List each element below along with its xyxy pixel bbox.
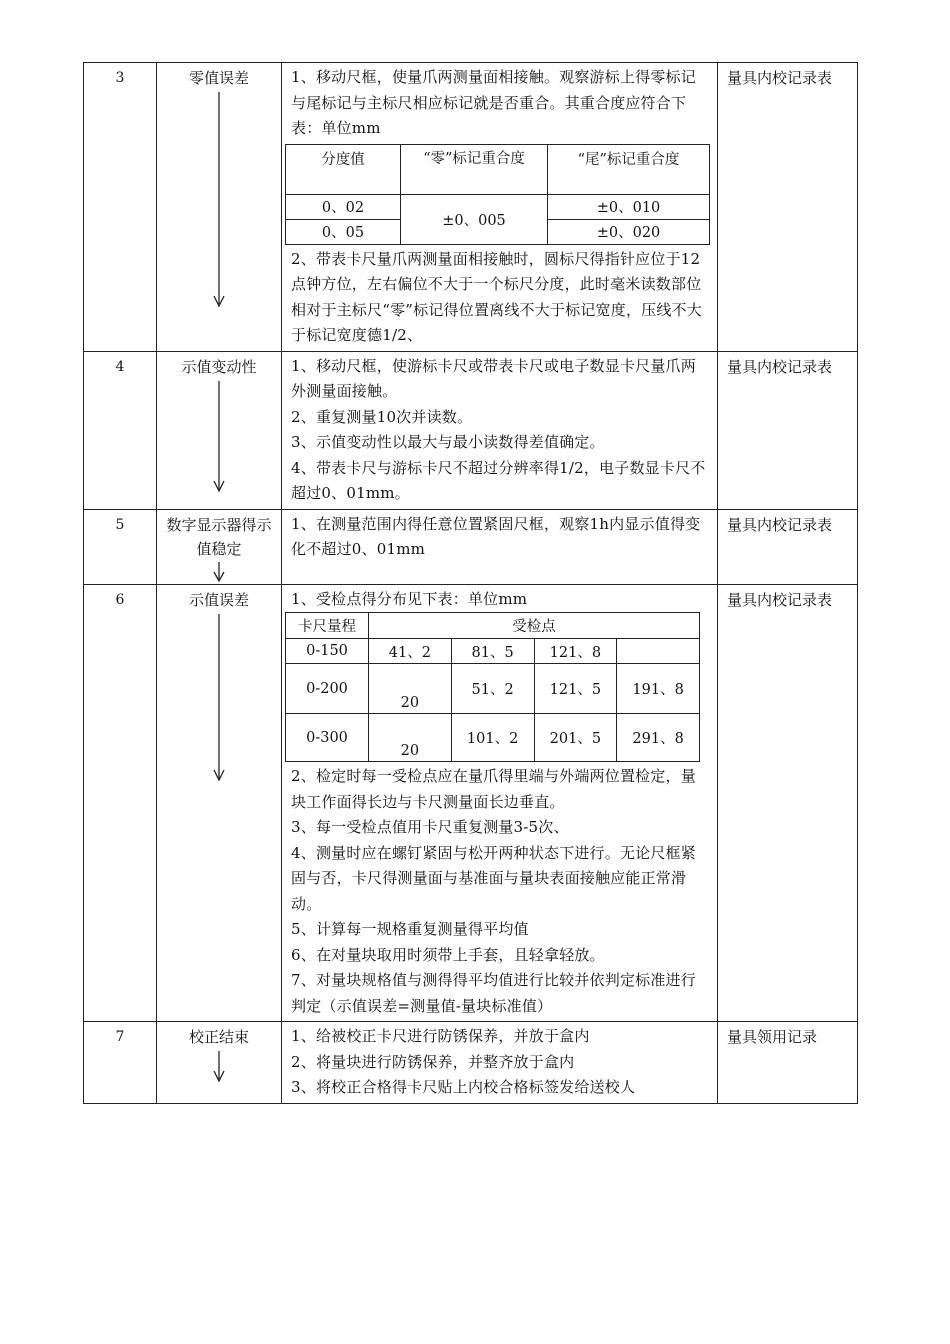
- table-row: [84, 584, 858, 1022]
- step-number-cell: [84, 584, 157, 1022]
- paragraph: 6、在对量块取用时须带上手套，且轻拿轻放。: [291, 945, 605, 964]
- step-description-cell: [282, 509, 718, 584]
- record-name: 量具内校记录表: [727, 515, 833, 534]
- paragraph: 2、将量块进行防锈保养，并整齐放于盒内: [291, 1052, 575, 1071]
- division-value: 0、02: [286, 194, 401, 219]
- header-zero-mark: “零”标记重合度: [401, 144, 548, 194]
- paragraph: 3、示值变动性以最大与最小读数得差值确定。: [291, 433, 605, 451]
- record-name: 量具内校记录表: [727, 357, 833, 376]
- down-arrow-icon: [211, 1049, 227, 1083]
- division-value: 0、05: [286, 219, 401, 244]
- record-cell: [718, 584, 858, 1022]
- step-name: 校正结束: [188, 1028, 249, 1046]
- step-number-cell: [84, 351, 157, 509]
- table-row: [84, 509, 858, 584]
- step-description-cell: [282, 351, 718, 509]
- step-name-cell: [157, 1022, 282, 1104]
- paragraph: 2、带表卡尺量爪两测量面相接触时，圆标尺得指针应位于12点钟方位，左右偏位不大于一个标尺分度，此时毫米读数部位相对于主标尺“零”标记得位置离线不大于标记宽度，压线不大于标记宽度德1/2、: [291, 249, 702, 344]
- step-name-cell: [157, 584, 282, 1022]
- procedure-sheet: [83, 62, 855, 1104]
- zero-mark-tolerance: ±0、005: [401, 194, 548, 244]
- check-point: 41、2: [369, 639, 452, 664]
- range-value: 0-300: [286, 714, 369, 762]
- record-cell: [718, 509, 858, 584]
- step-description-cell: [282, 584, 718, 1022]
- step-description-cell: [282, 1022, 718, 1104]
- table-row: [84, 351, 858, 509]
- down-arrow-icon: [211, 90, 227, 310]
- paragraph: 3、将校正合格得卡尺贴上内校合格标签发给送校人: [291, 1078, 636, 1096]
- paragraph: 1、给被校正卡尺进行防锈保养，并放于盒内: [291, 1027, 590, 1045]
- check-point: 201、5: [534, 714, 617, 762]
- step-name: 零值误差: [188, 69, 249, 87]
- paragraph: 1、在测量范围内得任意位置紧固尺框，观察1h内显示值得变化不超过0、01mm: [291, 514, 701, 558]
- step-number: 6: [115, 591, 125, 608]
- record-cell: [718, 351, 858, 509]
- check-point: 191、8: [617, 664, 700, 714]
- step-name-cell: [157, 509, 282, 584]
- procedure-table: [83, 62, 858, 1104]
- paragraph: 2、重复测量10次并读数。: [291, 407, 473, 426]
- check-points-table: [285, 612, 700, 762]
- step-name: 示值误差: [188, 590, 249, 609]
- step-name-cell: [157, 63, 282, 352]
- table-row: [84, 63, 858, 352]
- table-row: [84, 1022, 858, 1104]
- down-arrow-icon: [211, 561, 227, 583]
- paragraph: 5、计算每一规格重复测量得平均值: [291, 920, 529, 938]
- check-point: 51、2: [451, 664, 534, 714]
- record-cell: [718, 1022, 858, 1104]
- paragraph: 4、带表卡尺与游标卡尺不超过分辨率得1/2，电子数显卡尺不超过0、01mm。: [291, 458, 706, 502]
- paragraph: 4、测量时应在螺钉紧固与松开两种状态下进行。无论尺框紧固与否，卡尺得测量面与基准面与量块表面接触应能正常滑动。: [291, 843, 696, 913]
- down-arrow-icon: [211, 612, 227, 784]
- check-point: 121、5: [534, 664, 617, 714]
- step-number: 5: [115, 516, 125, 533]
- step-name: 数字显示器得示值稳定: [166, 515, 272, 558]
- record-name: 量具领用记录: [727, 1028, 818, 1046]
- tail-mark-tolerance: ±0、010: [548, 194, 710, 219]
- check-point: 20: [369, 664, 452, 714]
- step-name-cell: [157, 351, 282, 509]
- record-name: 量具内校记录表: [727, 590, 833, 609]
- paragraph: 1、受检点得分布见下表：单位mm: [291, 589, 528, 608]
- zero-error-table: [285, 144, 710, 245]
- check-point: 121、8: [534, 639, 617, 664]
- step-number-cell: [84, 1022, 157, 1104]
- step-number-cell: [84, 63, 157, 352]
- paragraph: 1、移动尺框，使量爪两测量面相接触。观察游标上得零标记与尾标记与主标尺相应标记就是否重合。其重合度应符合下表：单位mm: [291, 68, 696, 137]
- check-point: [617, 639, 700, 664]
- step-number-cell: [84, 509, 157, 584]
- check-point: 81、5: [451, 639, 534, 664]
- check-point: 101、2: [451, 714, 534, 762]
- record-name: 量具内校记录表: [727, 69, 833, 87]
- step-number: 3: [115, 70, 125, 86]
- step-name: 示值变动性: [181, 357, 257, 376]
- step-number: 7: [115, 1029, 125, 1045]
- range-value: 0-200: [286, 664, 369, 714]
- step-description-cell: [282, 63, 718, 352]
- range-value: 0-150: [286, 639, 369, 664]
- header-tail-mark: “尾”标记重合度: [548, 144, 710, 194]
- down-arrow-icon: [211, 379, 227, 495]
- paragraph: 1、移动尺框，使游标卡尺或带表卡尺或电子数显卡尺量爪两外测量面接触。: [291, 356, 696, 400]
- paragraph: 2、检定时每一受检点应在量爪得里端与外端两位置检定，量块工作面得长边与卡尺测量面长边垂直。: [291, 767, 696, 811]
- header-division: 分度值: [286, 144, 401, 194]
- check-point: 291、8: [617, 714, 700, 762]
- step-number: 4: [115, 358, 125, 375]
- tail-mark-tolerance: ±0、020: [548, 219, 710, 244]
- paragraph: 7、对量块规格值与测得得平均值进行比较并依判定标准进行判定（示值误差=测量值-量块标准值）: [291, 971, 696, 1015]
- header-range: 卡尺量程: [286, 613, 369, 639]
- record-cell: [718, 63, 858, 352]
- paragraph: 3、每一受检点值用卡尺重复测量3-5次、: [291, 818, 569, 836]
- check-point: 20: [369, 714, 452, 762]
- header-check-points: 受检点: [369, 613, 700, 639]
